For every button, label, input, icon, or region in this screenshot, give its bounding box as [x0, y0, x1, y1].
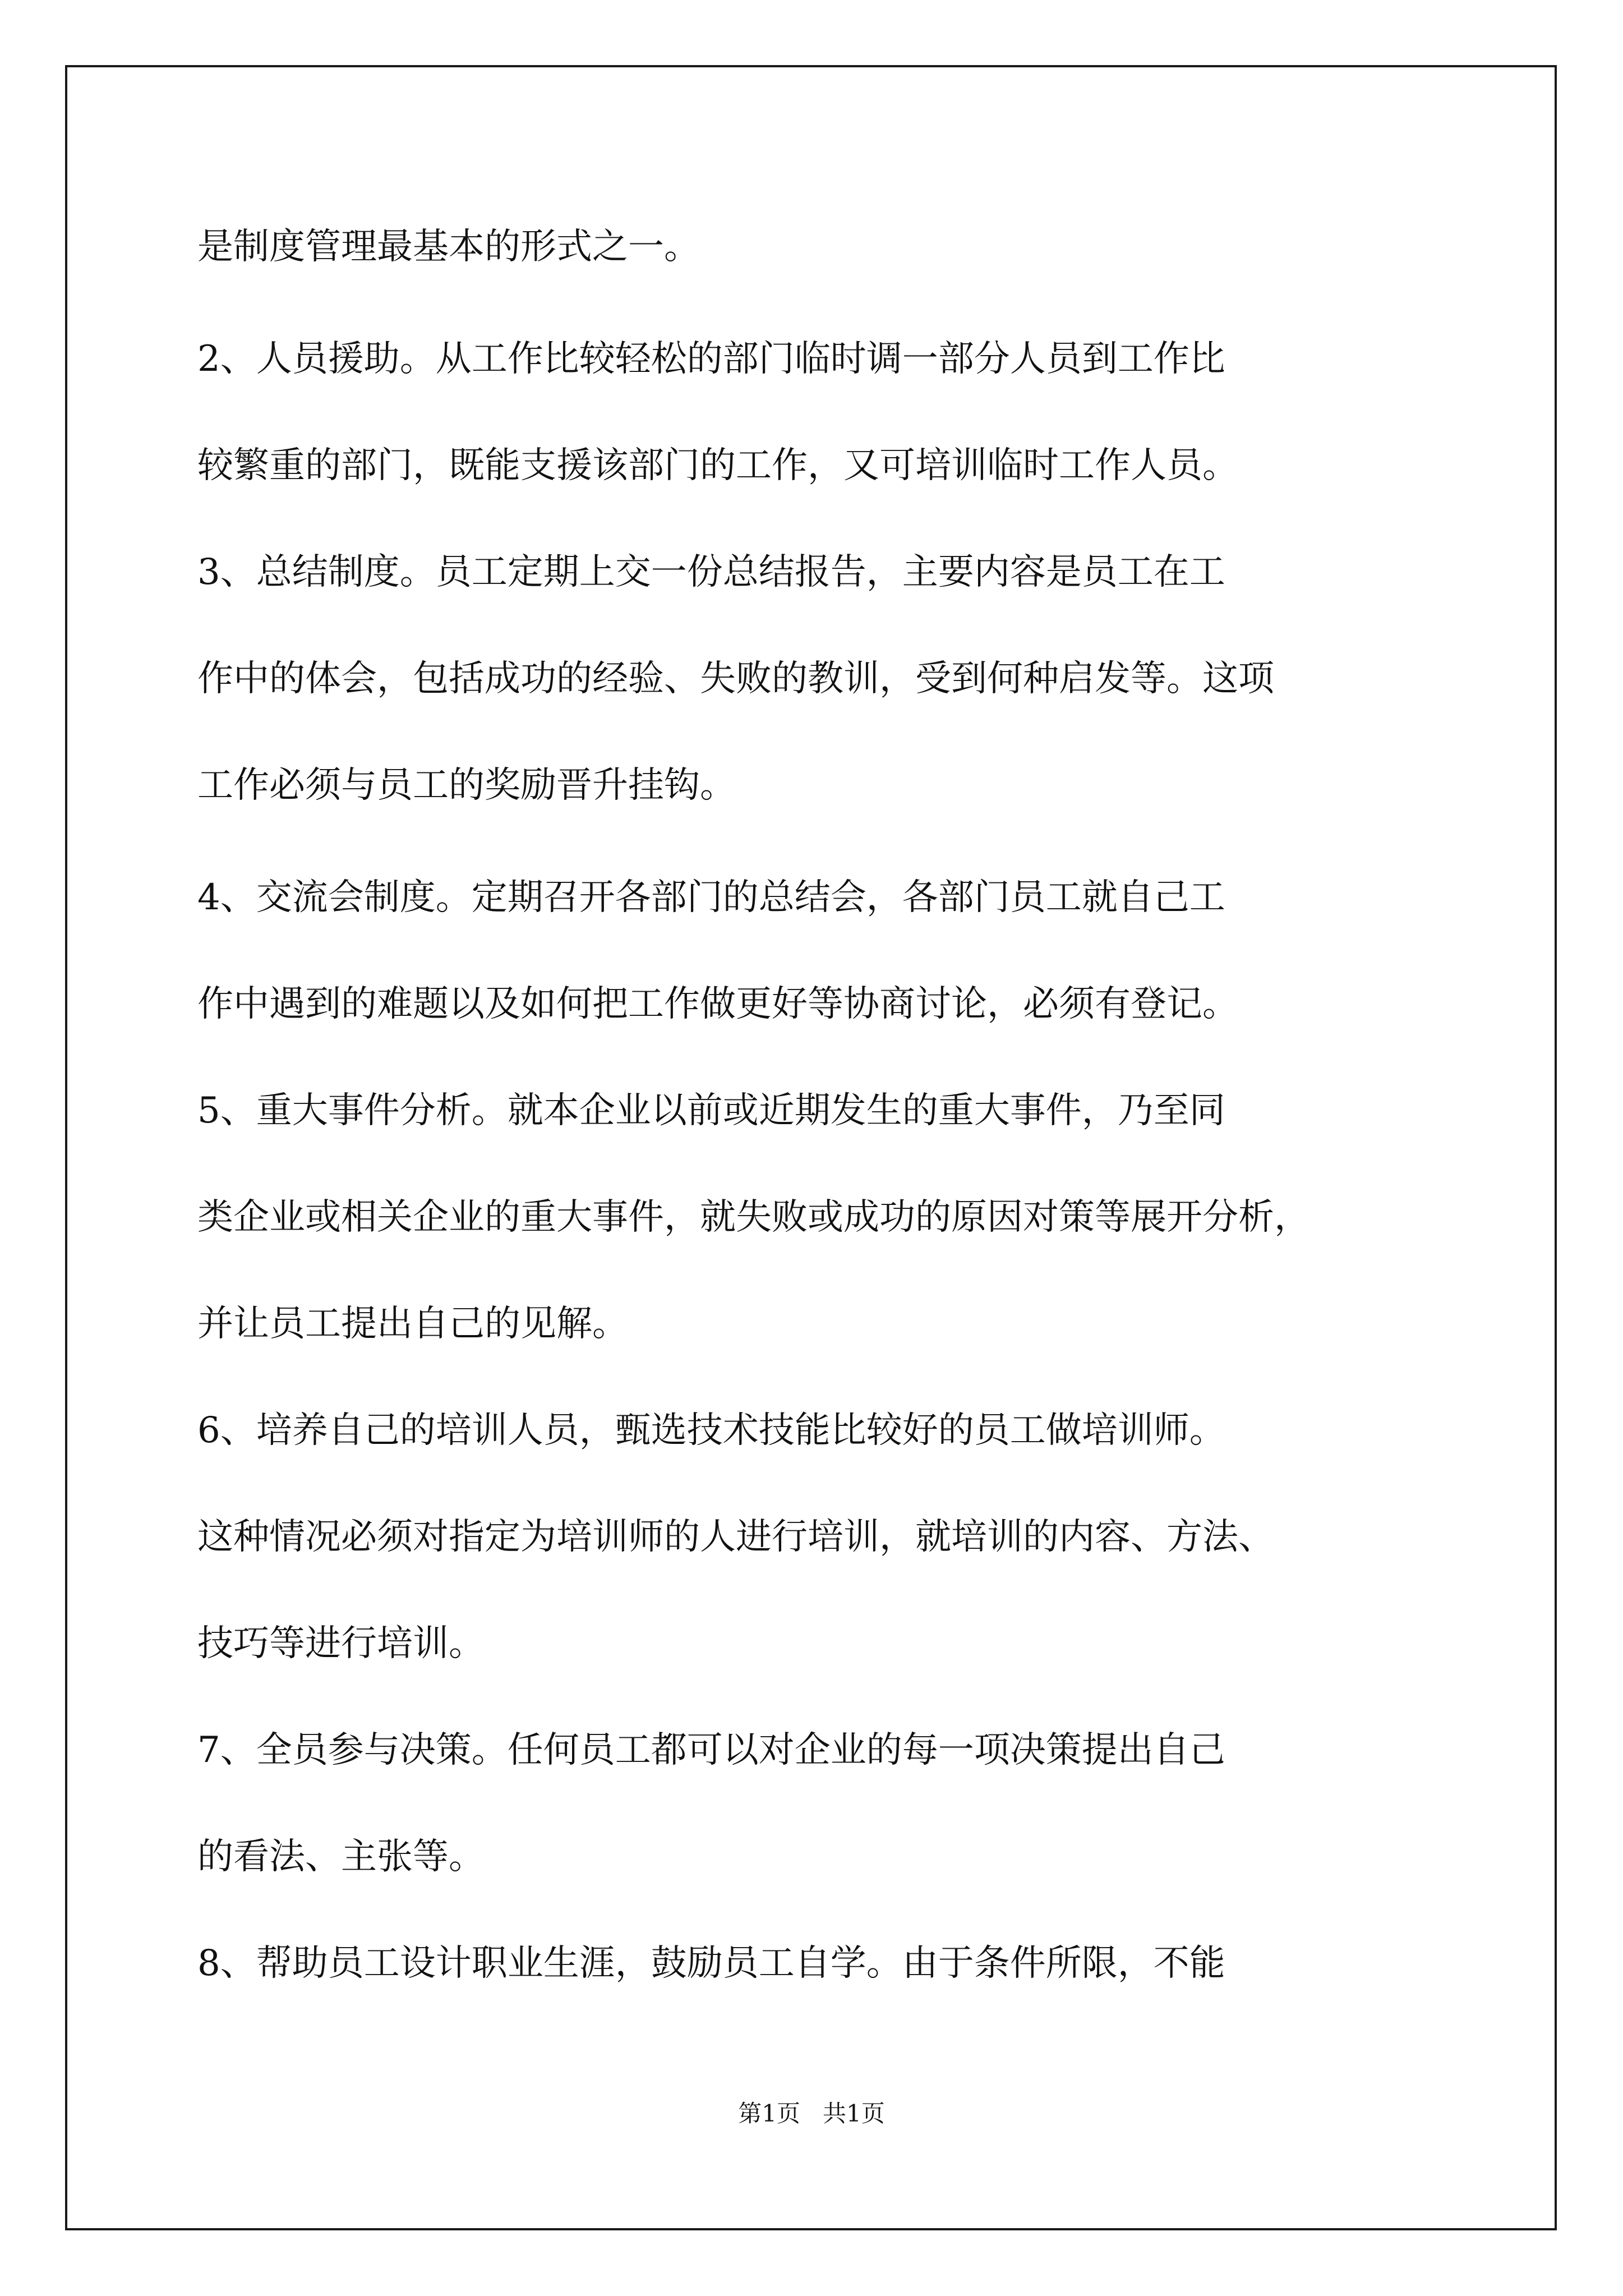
text-line: 较繁重的部门，既能支援该部门的工作，又可培训临时工作人员。 — [197, 445, 1238, 486]
text-line: 并让员工提出自己的见解。 — [197, 1303, 628, 1345]
text-line: 3、总结制度。员工定期上交一份总结报告，主要内容是员工在工 — [197, 551, 1225, 593]
text-line: 的看法、主张等。 — [197, 1836, 485, 1878]
text-line: 6、培养自己的培训人员，甄选技术技能比较好的员工做培训师。 — [197, 1410, 1225, 1451]
text-line: 8、帮助员工设计职业生涯，鼓励员工自学。由于条件所限，不能 — [197, 1943, 1225, 1984]
text-line: 7、全员参与决策。任何员工都可以对企业的每一项决策提出自己 — [197, 1729, 1225, 1771]
text-line: 5、重大事件分析。就本企业以前或近期发生的重大事件，乃至同 — [197, 1090, 1225, 1131]
page-border — [65, 65, 1557, 2230]
text-line: 2、人员援助。从工作比较轻松的部门临时调一部分人员到工作比 — [197, 338, 1225, 380]
text-line: 类企业或相关企业的重大事件，就失败或成功的原因对策等展开分析， — [197, 1197, 1310, 1238]
text-line: 作中遇到的难题以及如何把工作做更好等协商讨论，必须有登记。 — [197, 983, 1238, 1025]
text-line: 技巧等进行培训。 — [197, 1623, 485, 1664]
text-line: 4、交流会制度。定期召开各部门的总结会，各部门员工就自己工 — [197, 877, 1225, 918]
page-footer: 第1页 共1页 — [738, 2100, 885, 2127]
text-line: 工作必须与员工的奖励晋升挂钩。 — [197, 765, 736, 806]
text-line: 这种情况必须对指定为培训师的人进行培训，就培训的内容、方法、 — [197, 1516, 1274, 1558]
text-line: 作中的体会，包括成功的经验、失败的教训，受到何种启发等。这项 — [197, 658, 1274, 700]
text-line: 是制度管理最基本的形式之一。 — [197, 226, 700, 268]
